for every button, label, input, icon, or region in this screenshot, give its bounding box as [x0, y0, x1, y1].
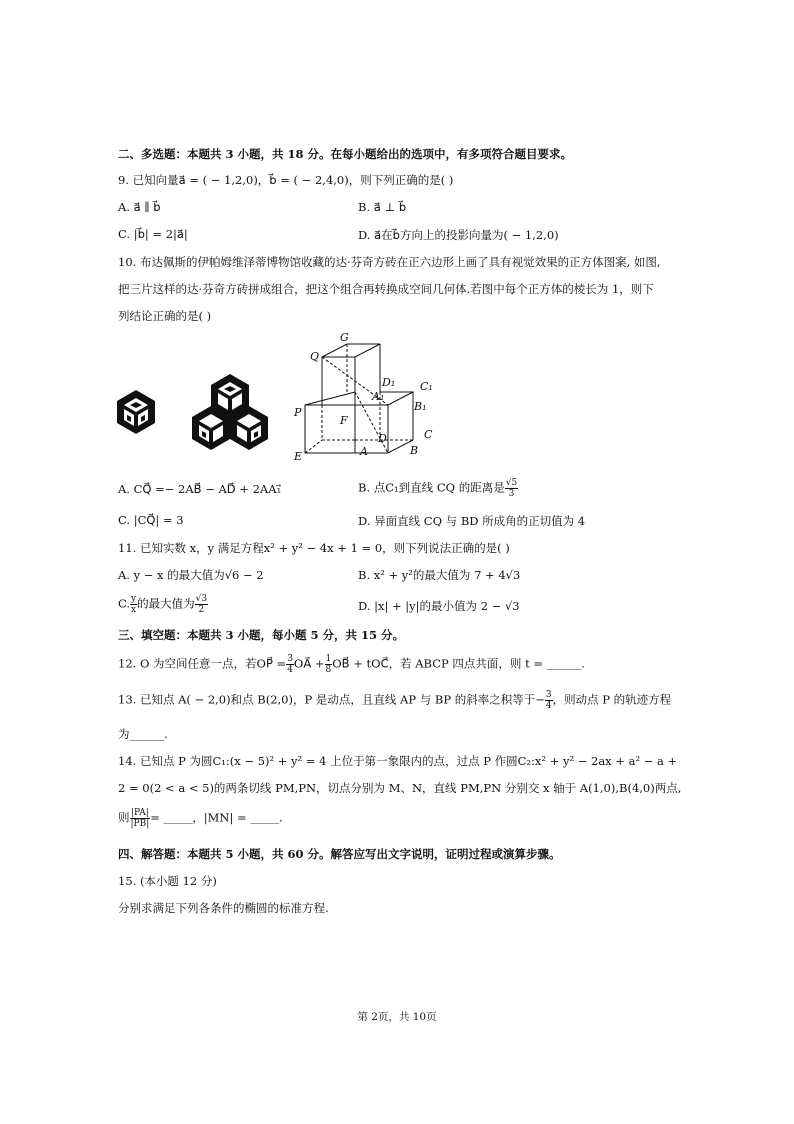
- q11-option-c-fraction2: [195, 594, 208, 615]
- q12-stem: [118, 654, 585, 675]
- single-tile-figure: [117, 390, 155, 434]
- q9-stem: 9. 已知向量a⃗ = ( − 1,2,0)，b⃗ = ( − 2,4,0)，则下列正确的是( ): [118, 173, 454, 187]
- fraction-denominator: 4: [545, 701, 552, 711]
- fraction-denominator: 3: [508, 489, 515, 499]
- label-d1: D₁: [382, 376, 396, 389]
- label-q: Q: [310, 350, 320, 363]
- fraction-numerator: √5: [505, 478, 518, 488]
- label-p: P: [294, 406, 302, 419]
- q13-text-post: ，则动点 P 的轨迹方程: [552, 692, 672, 707]
- q13-text-pre: 13. 已知点 A( − 2,0)和点 B(2,0)，P 是动点，且直线 AP 与 BP 的斜率之积等于−: [118, 692, 545, 707]
- q9-option-a: A. a⃗ ∥ b⃗: [118, 200, 161, 214]
- q11-option-c-text: 的最大值为: [137, 596, 195, 611]
- q11-stem: 11. 已知实数 x，y 满足方程x² + y² − 4x + 1 = 0，则下列说法正确的是( ): [118, 541, 510, 555]
- q11-option-c-label: C.: [118, 596, 131, 611]
- q14-line2: 2 = 0(2 < a < 5)的两条切线 PM,PN，切点分别为 M、N，直线 PM,PN 分别交 x 轴于 A(1,0),B(4,0)两点,: [118, 781, 682, 795]
- q10-option-b-text: B. 点C₁到直线 CQ 的距离是: [358, 480, 505, 495]
- fraction-numerator: y: [131, 594, 137, 604]
- q10-stem-line2: 把三片这样的达·芬奇方砖拼成组合，把这个组合再转换成空间几何体.若图中每个正方体的棱长为 1，则下: [118, 282, 654, 296]
- section-2-header: 二、多选题：本题共 3 小题，共 18 分。在每小题给出的选项中，有多项符合题目要求。: [118, 147, 573, 161]
- q12-text-pre: 12. O 为空间任意一点，若OP⃗ =: [118, 656, 287, 671]
- q9-option-c: C. |b⃗| = 2|a⃗|: [118, 227, 188, 241]
- label-c1: C₁: [420, 380, 433, 393]
- label-a1: A₁: [372, 390, 385, 403]
- fraction-numerator: 3: [545, 690, 552, 700]
- label-g: G: [340, 331, 349, 344]
- q14-line3: [118, 808, 283, 829]
- q13-line2: 为______.: [118, 727, 168, 741]
- q14-line1: 14. 已知点 P 为圆C₁:(x − 5)² + y² = 4 上位于第一象限内的点，过点 P 作圆C₂:x² + y² − 2ax + a² − a +: [118, 754, 678, 768]
- q12-text-post: OB⃗ + tOC⃗，若 ABCP 四点共面，则 t = ______.: [332, 656, 585, 671]
- q10-option-d: D. 异面直线 CQ 与 BD 所成角的正切值为 4: [358, 514, 586, 528]
- q11-option-d: D. |x| + |y|的最小值为 2 − √3: [358, 599, 520, 613]
- section-4-header: 四、解答题：本题共 5 小题，共 60 分。解答应写出文字说明，证明过程或演算步骤。: [118, 847, 561, 861]
- q14-text-pre: 则: [118, 810, 130, 825]
- q15-body: 分别求满足下列各条件的椭圆的标准方程.: [118, 901, 329, 915]
- q11-option-c: [118, 594, 208, 615]
- label-b: B: [410, 444, 419, 457]
- q13-fraction: [545, 690, 553, 711]
- fraction-numerator: √3: [195, 594, 208, 604]
- label-c: C: [424, 428, 433, 441]
- q10-stem-line3: 列结论正确的是( ): [118, 309, 212, 323]
- q9-option-d: D. a⃗在b⃗方向上的投影向量为( − 1,2,0): [358, 228, 559, 242]
- q15-title: 15. (本小题 12 分): [118, 874, 217, 888]
- q14-fraction: [130, 808, 151, 829]
- q10-option-c: C. |CQ⃗| = 3: [118, 513, 184, 527]
- label-e: E: [294, 450, 303, 463]
- q13-stem: [118, 690, 671, 711]
- page-footer: 第 2页，共 10页: [357, 1011, 437, 1023]
- label-b1: B₁: [414, 400, 427, 413]
- q10-option-b-fraction: [505, 478, 518, 499]
- fraction-denominator: 2: [198, 605, 205, 615]
- q10-stem-line1: 10. 布达佩斯的伊帕姆维泽蒂博物馆收藏的达·芬奇方砖在正六边形上画了具有视觉效果的正方体图案, 如图,: [118, 255, 661, 269]
- fraction-numerator: 3: [287, 654, 293, 664]
- fraction-denominator: 8: [325, 665, 332, 675]
- q10-option-b: [358, 478, 518, 499]
- fraction-denominator: x: [131, 605, 137, 615]
- fraction-denominator: |PB|: [130, 819, 150, 829]
- q11-option-a: A. y − x 的最大值为√6 − 2: [118, 568, 264, 582]
- q14-text-post: = _____，|MN| = _____.: [150, 810, 283, 825]
- fraction-numerator: |PA|: [130, 808, 149, 818]
- label-a: A: [360, 445, 368, 458]
- three-tiles-figure: [192, 374, 268, 450]
- q12-text-mid: OA⃗ +: [293, 656, 325, 671]
- q9-option-b: B. a⃗ ⊥ b⃗: [358, 200, 407, 214]
- fraction-denominator: 4: [287, 665, 293, 675]
- fraction-numerator: 1: [325, 654, 332, 664]
- q12-fraction1: [286, 654, 294, 675]
- q11-option-b: B. x² + y²的最大值为 7 + 4√3: [358, 568, 521, 582]
- section-3-header: 三、填空题：本题共 3 小题，每小题 5 分，共 15 分。: [118, 628, 405, 642]
- label-f: F: [340, 414, 348, 427]
- cube-geometry-figure: [290, 328, 450, 466]
- label-d: D: [378, 432, 387, 445]
- q10-option-a: A. CQ⃗ =− 2AB⃗ − AD⃗ + 2AA₁⃗: [118, 482, 282, 496]
- da-vinci-tile-figures: [112, 372, 282, 452]
